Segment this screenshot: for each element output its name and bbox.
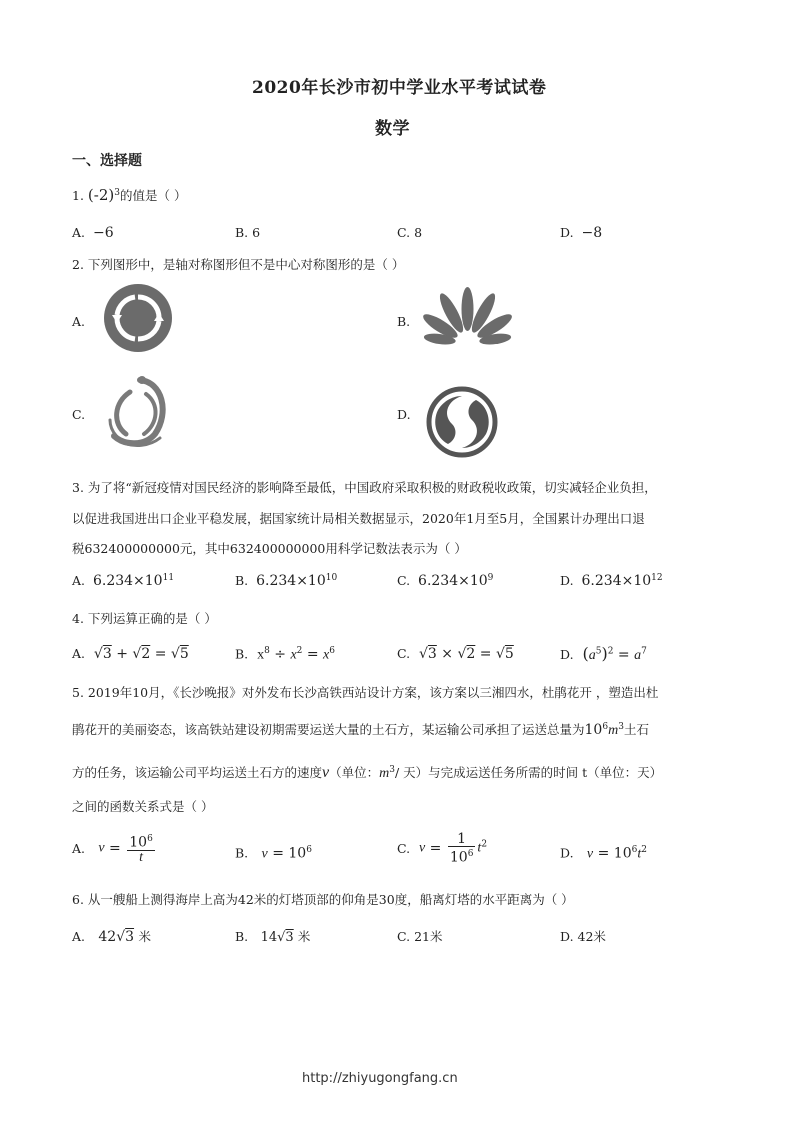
q2-label-b[interactable]: B. [397,314,411,329]
question-3-line-3: 税632400000000元，其中632400000000用科学记数法表示为（ ） [72,541,467,556]
q3-option-c[interactable]: C. $6.234\times 10^9$ [397,573,494,590]
q1-exponent: 3 [114,187,120,198]
question-1 [72,186,186,204]
q5-option-a[interactable]: A. v = $\frac{10^6}{t}$ [72,834,153,865]
q2-label-c[interactable]: C. [72,407,86,422]
q2-label-a[interactable]: A. [72,314,86,329]
yin-yang-swirl-figure [426,386,498,458]
q1-number: 1. [72,188,84,203]
petal-fan-figure [420,287,515,349]
question-3-line-1: 3. 为了将“新冠疫情对国民经济的影响降至最低，中国政府采取积极的财政税收政策，切实减轻企业负担， [72,480,657,495]
q3-option-a[interactable]: A. $6.234\times 10^{11}$ [72,573,175,590]
q1-stem-tail: 的值是（ ） [119,188,187,203]
q1-expression: (-2) [87,186,115,204]
q1-option-d[interactable]: D. −8 [560,225,603,241]
q1-option-a[interactable]: A. −6 [72,225,114,241]
page-title: 2020年长沙市初中学业水平考试试卷 [252,78,547,98]
question-5-line-3: 方的任务，该运输公司平均运送土石方的速度v（单位：$m^3/$ 天）与完成运送任务所需的时间 t（单位：天） [72,764,663,781]
recycle-circle-figure [103,283,173,353]
q5-option-b[interactable]: B. $v = 10^6$ [235,845,312,862]
question-5-line-1: 5. 2019年10月，《长沙晚报》对外发布长沙高铁西站设计方案，该方案以三湘四水，杜鹃花开 ，塑造出杜 [72,685,659,700]
footer-url-link[interactable]: http://zhiyugongfang.cn [302,1071,458,1086]
section-heading: 一、选择题 [72,153,142,169]
question-2-stem: 2. 下列图形中，是轴对称图形但不是中心对称图形的是（ ） [72,257,405,272]
q4-option-a[interactable]: A. √3 + √2 = √5 [72,646,189,662]
q5-option-d[interactable]: D. $v = 10^6t^2$ [560,845,647,862]
question-4-stem: 4. 下列运算正确的是（ ） [72,611,217,626]
question-3-line-2: 以促进我国进出口企业平稳发展，据国家统计局相关数据显示，2020年1月至5月，全国累计办理出口退 [72,511,645,526]
q5-option-c[interactable]: C. v = $\frac{1}{10^6}$ $t^2$ [397,831,488,866]
q4-option-c[interactable]: C. √3 × √2 = √5 [397,646,514,662]
q1-option-b[interactable]: B. 6 [235,225,261,240]
q4-option-b[interactable]: B. $x^8 \div x^2 = x^6$ [235,646,335,663]
question-5-line-4: 之间的函数关系式是（ ） [72,799,214,814]
question-6-stem: 6. 从一艘船上测得海岸上高为42米的灯塔顶部的仰角是30度，船离灯塔的水平距离为（ ） [72,892,574,907]
phoenix-swirl-figure [100,372,175,452]
q6-option-c[interactable]: C. 21米 [397,929,443,944]
q3-option-b[interactable]: B. $6.234\times 10^{10}$ [235,573,338,590]
question-5-line-2: 鹃花开的美丽姿态，该高铁站建设初期需要运送大量的土石方，某运输公司承担了运送总量为$10^6m^3$土石 [72,721,649,738]
q3-option-d[interactable]: D. $6.234\times 10^{12}$ [560,573,663,590]
q2-label-d[interactable]: D. [397,407,411,422]
q6-option-b[interactable]: B. 14√3 米 [235,929,311,945]
page-subtitle: 数学 [375,119,410,139]
q4-option-d[interactable]: D. $(a^5)^2 = a^7$ [560,644,647,663]
q6-option-d[interactable]: D. 42米 [560,929,606,944]
q1-option-c[interactable]: C. 8 [397,225,423,240]
q6-option-a[interactable]: A. 42√3 米 [72,929,152,945]
